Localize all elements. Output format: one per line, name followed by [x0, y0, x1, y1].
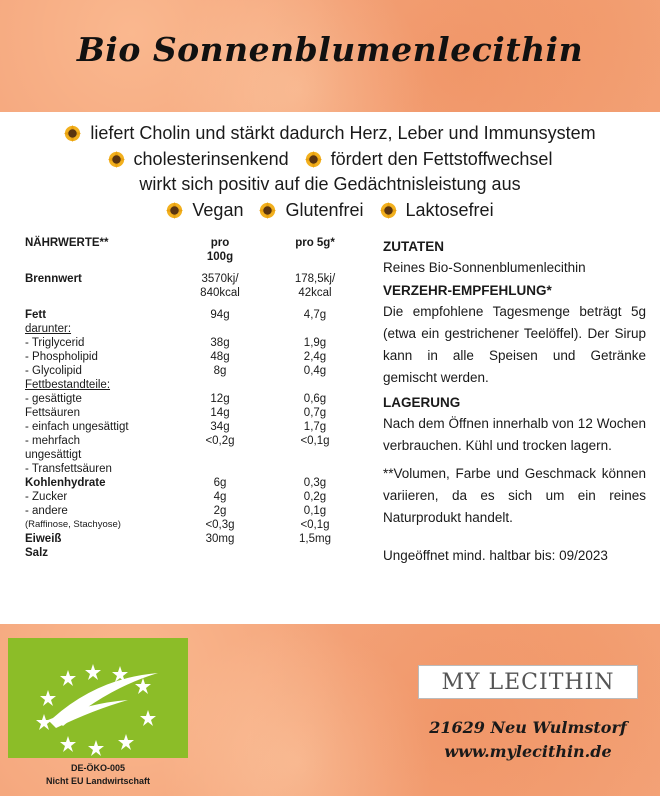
claim-item: [380, 200, 494, 221]
nutrition-row: [25, 350, 360, 364]
eu-caption: [6, 762, 190, 788]
nutrition-row-per5: [270, 378, 360, 392]
nutrition-row-per5: 2,4g: [303, 351, 327, 363]
claim-item: [305, 149, 553, 170]
claim-item: [166, 200, 243, 221]
nutrition-row-per5: 1,9g: [303, 337, 327, 349]
brand-name: MY LECITHIN: [418, 665, 638, 699]
verzehr-text: Die empfohlene Tagesmenge beträgt 5g (etwa ein gestrichener Teelöffel). Der Sirup kann in alle Speisen und Getränke gemischt werden.: [383, 304, 646, 385]
nutrition-row: [25, 434, 360, 448]
nutrition-row-label: - Transfettsäuren: [25, 463, 112, 475]
claim-text: fördert den Fettstoffwechsel: [330, 148, 553, 169]
nutrition-row-per5: 0,1g: [303, 505, 327, 517]
address: 21629 Neu Wulmstorf: [429, 718, 627, 737]
best-before: Ungeöffnet mind. haltbar bis: 09/2023: [383, 548, 608, 563]
sunflower-icon: [166, 202, 183, 219]
claim-item: [259, 200, 363, 221]
claim-item: [64, 123, 595, 144]
claim-line-3: [0, 172, 660, 198]
nutrition-row-label: - Triglycerid: [25, 337, 85, 349]
nutrition-row-per5: [270, 462, 360, 476]
nutrition-row-label: Kohlenhydrate: [25, 477, 106, 489]
zutaten-heading: ZUTATEN: [383, 239, 444, 254]
lagerung-text: Nach dem Öffnen innerhalb von 12 Wochen verbrauchen. Kühl und trocken lagern.: [383, 416, 646, 453]
sunflower-icon: [305, 151, 322, 168]
nutrition-row-per5: [270, 448, 360, 462]
nutrition-row: [25, 420, 360, 434]
nutrition-row-label: - Zucker: [25, 491, 68, 503]
nutrition-rows: [25, 272, 360, 560]
claims-block: [0, 121, 660, 223]
nutrition-row-per5: <0,1g: [300, 519, 330, 531]
eu-organic-leaf-icon: [8, 638, 188, 758]
nutrition-row: [25, 308, 360, 322]
info-column: [383, 237, 646, 567]
nutrition-row-per100: 34g: [210, 421, 230, 433]
nutrition-row-per5: <0,1g: [300, 435, 330, 447]
nutrition-row-per100: 12g: [210, 393, 230, 405]
nutrition-row-per5: [270, 322, 360, 336]
nutrition-row: [25, 504, 360, 518]
eu-code: DE-ÖKO-005: [70, 763, 125, 773]
nutrition-row-per100: 48g: [210, 351, 230, 363]
claim-text: Laktosefrei: [405, 199, 494, 220]
nutrition-row-per100: 14g: [210, 407, 230, 419]
nutrition-row-per100: [170, 448, 270, 462]
nutrition-row-per100: [170, 322, 270, 336]
claim-line-4: [0, 198, 660, 224]
nutrition-header-per100: pro 100g: [206, 237, 234, 263]
claim-item: [108, 149, 289, 170]
claim-line-2: [0, 147, 660, 173]
nutrition-row-per5: 0,4g: [303, 365, 327, 377]
sunflower-icon: [108, 151, 125, 168]
variation-note: **Volumen, Farbe und Geschmack können variieren, da es sich um ein reines Naturprodukt handelt.: [383, 466, 646, 525]
eu-origin: Nicht EU Landwirtschaft: [45, 776, 150, 786]
nutrition-row-label: (Raffinose, Stachyose): [25, 519, 121, 530]
nutrition-row-per100: <0,3g: [205, 519, 235, 531]
nutrition-row-per100: 4g: [213, 491, 227, 503]
nutrition-row-per100: <0,2g: [205, 435, 235, 447]
nutrition-row-label: Fett: [25, 309, 47, 321]
nutrition-row: [25, 518, 360, 532]
nutrition-row-per100: [170, 462, 270, 476]
claim-text: liefert Cholin und stärkt dadurch Herz, Leber und Immunsystem: [90, 123, 596, 144]
nutrition-row-label: ungesättigt: [25, 449, 82, 461]
nutrition-row-label: - Glycolipid: [25, 365, 82, 377]
verzehr-heading: VERZEHR-EMPFEHLUNG*: [383, 283, 552, 298]
nutrition-row: [25, 406, 360, 420]
nutrition-row: [25, 322, 360, 336]
nutrition-row-label: Eiweiß: [25, 533, 62, 545]
claim-line-1: [0, 121, 660, 147]
nutrition-row-label: darunter:: [25, 323, 72, 335]
nutrition-row-per5: 0,7g: [303, 407, 327, 419]
nutrition-row: [25, 364, 360, 378]
nutrition-row: [25, 392, 360, 406]
nutrition-row-per100: 8g: [213, 365, 227, 377]
zutaten-text: Reines Bio-Sonnenblumenlecithin: [383, 260, 586, 275]
nutrition-row-per100: 2g: [213, 505, 227, 517]
nutrition-row: [25, 378, 360, 392]
nutrition-row-label: [25, 286, 170, 300]
nutrition-header: [25, 236, 360, 264]
nutrition-row: [25, 286, 360, 300]
nutrition-header-label: NÄHRWERTE**: [25, 237, 109, 249]
nutrition-row: [25, 532, 360, 546]
nutrition-row-label: - einfach ungesättigt: [25, 421, 129, 433]
nutrition-row: [25, 490, 360, 504]
nutrition-row-label: - mehrfach: [25, 435, 80, 447]
nutrition-row-per100: [170, 546, 270, 560]
nutrition-row: [25, 546, 360, 560]
nutrition-row: [25, 272, 360, 286]
nutrition-row: [25, 462, 360, 476]
nutrition-row: [25, 476, 360, 490]
nutrition-row-label: - andere: [25, 505, 68, 517]
nutrition-row-per5: 4,7g: [303, 309, 327, 321]
nutrition-row-label: Fettsäuren: [25, 407, 80, 419]
nutrition-header-per5: pro 5g*: [295, 237, 335, 249]
nutrition-row-label: Brennwert: [25, 273, 82, 285]
claim-text: Vegan: [192, 199, 244, 220]
nutrition-row-per5: 0,3g: [303, 477, 327, 489]
nutrition-row-per100: 30mg: [205, 533, 235, 545]
sunflower-icon: [64, 125, 81, 142]
nutrition-row-per5: 1,5mg: [299, 533, 331, 545]
nutrition-row-label: Fettbestandteile:: [25, 379, 111, 391]
nutrition-table: [25, 236, 360, 560]
nutrition-row-per5: [270, 546, 360, 560]
nutrition-row-label: - gesättigte: [25, 393, 82, 405]
product-title: Bio Sonnenblumenlecithin: [76, 30, 584, 69]
nutrition-row-per5: 42kcal: [298, 287, 332, 299]
nutrition-row-per100: [170, 378, 270, 392]
nutrition-row: [25, 336, 360, 350]
claim-text: cholesterinsenkend: [133, 148, 289, 169]
nutrition-row: [25, 448, 360, 462]
nutrition-row-per5: 0,6g: [303, 393, 327, 405]
nutrition-row-per100: 6g: [213, 477, 227, 489]
nutrition-row-per5: 0,2g: [303, 491, 327, 503]
website-link[interactable]: www.mylecithin.de: [444, 742, 612, 761]
sunflower-icon: [259, 202, 276, 219]
nutrition-row-per5: 178,5kj/: [294, 273, 336, 285]
nutrition-row-per5: 1,7g: [303, 421, 327, 433]
nutrition-row-per100: 38g: [210, 337, 230, 349]
lagerung-heading: LAGERUNG: [383, 395, 461, 410]
nutrition-row-per100: 94g: [210, 309, 230, 321]
nutrition-row-label: Salz: [25, 547, 49, 559]
claim-text: Glutenfrei: [285, 199, 364, 220]
nutrition-row-per100: 3570kj/: [201, 273, 239, 285]
nutrition-row-label: - Phospholipid: [25, 351, 98, 363]
sunflower-icon: [380, 202, 397, 219]
claim-text: wirkt sich positiv auf die Gedächtnisleistung aus: [139, 174, 521, 195]
nutrition-row-per100: 840kcal: [200, 287, 240, 299]
